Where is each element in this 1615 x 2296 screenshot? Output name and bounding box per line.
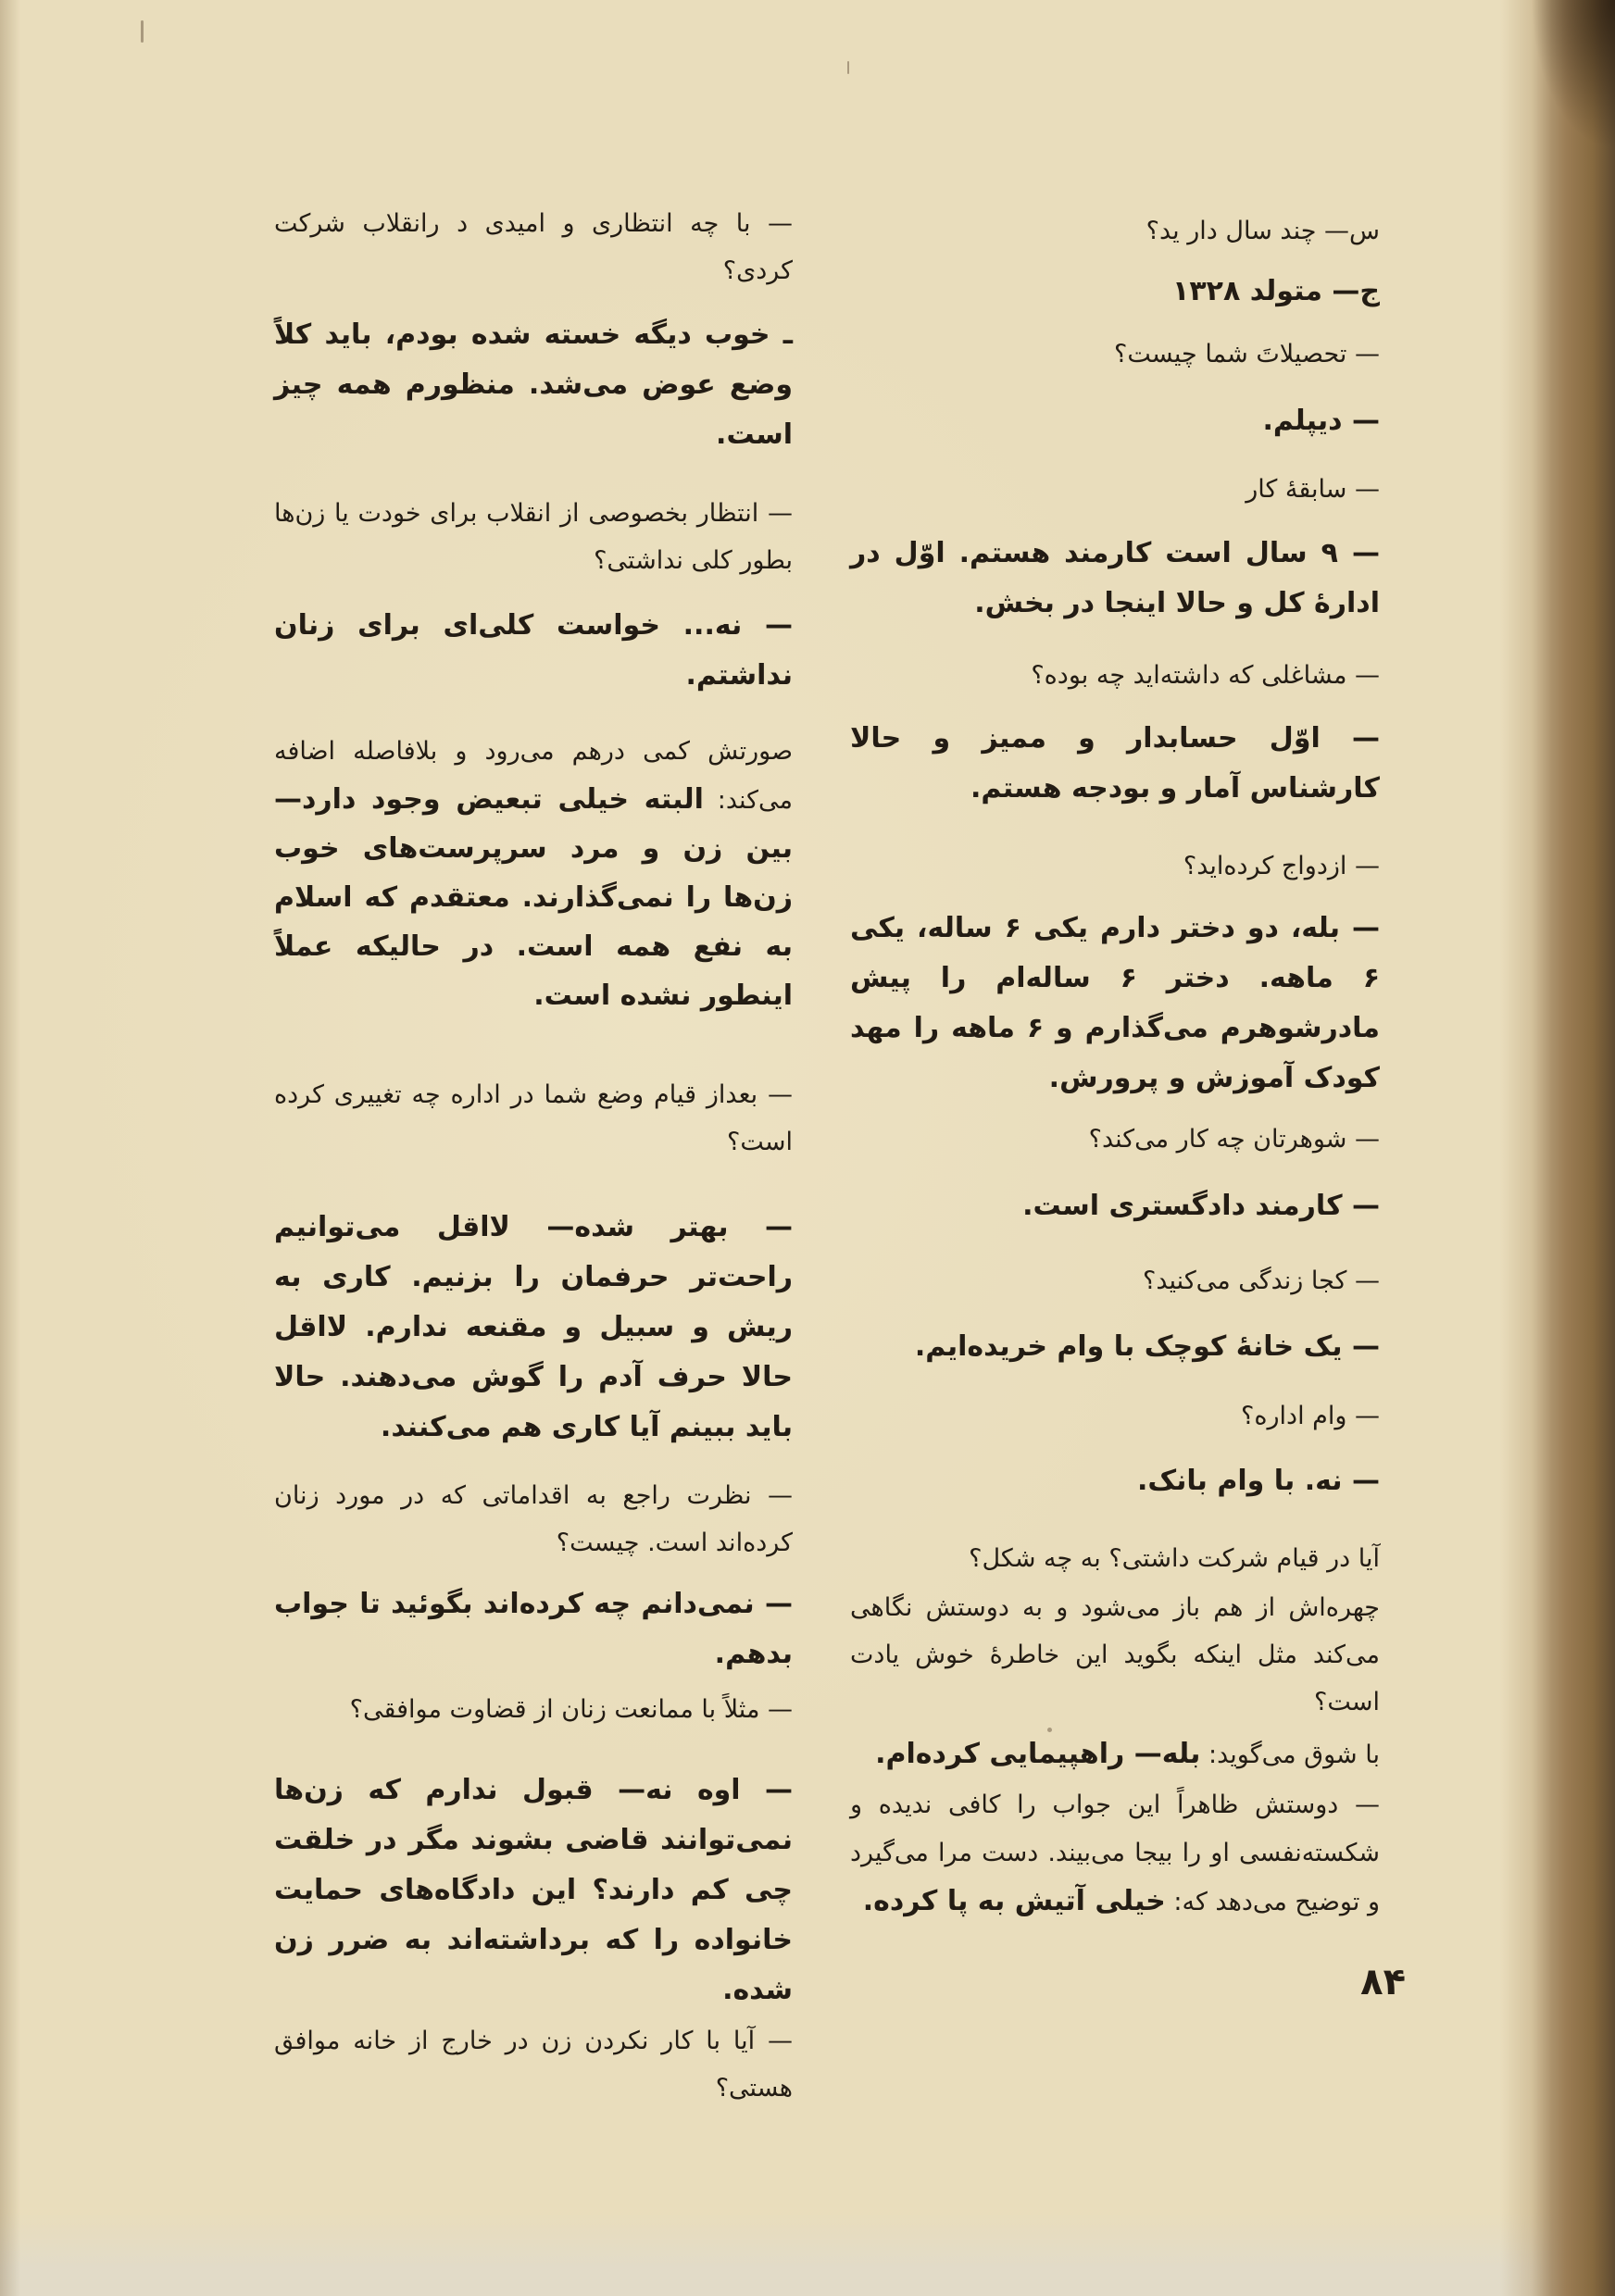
left-column — [274, 200, 793, 2112]
interview-answer: — بهتر شده— لااقل می‌توانیم راحت‌تر حرفمان را بزنیم. کاری به ریش و سبیل و مقنعه ندارم. لااقل حالا حرف آدم را گوش می‌دهند. حالا باید ببینم آیا کاری هم می‌کنند. — [274, 1211, 793, 1443]
interview-answer: — یک خانهٔ کوچک با وام خریده‌ایم. — [914, 1330, 1380, 1363]
interview-question: — مثلاً با ممانعت زنان از قضاوت موافقی؟ — [349, 1695, 793, 1724]
narration-with-answer — [850, 1781, 1380, 1927]
paper-speck — [141, 20, 144, 43]
narration-text: صورتش کمی درهم می‌رود و بلافاصله اضافه می‌کند: — [274, 737, 793, 815]
interview-question: — مشاغلی که داشته‌اید چه بوده؟ — [1031, 661, 1380, 690]
paper-speck — [847, 61, 849, 74]
interview-answer: — نه. با وام بانک. — [1137, 1465, 1380, 1497]
interview-question: — ازدواج کرده‌اید؟ — [1183, 852, 1380, 880]
interview-question: — بعداز قیام وضع شما در اداره چه تغییری کرده است؟ — [274, 1080, 793, 1156]
interview-question: — تحصیلاتَ شما چیست؟ — [1113, 340, 1380, 368]
page-number: ۸۴ — [1360, 1961, 1406, 2003]
interview-question: — با چه انتظاری و امیدی د رانقلاب شرکت کردی؟ — [274, 209, 793, 285]
interview-answer: بله— راهپیمایی کرده‌ام. — [875, 1738, 1201, 1770]
interview-answer: — کارمند دادگستری است. — [1022, 1190, 1380, 1222]
interview-question: س— چند سال دار ید؟ — [1146, 217, 1380, 245]
interview-question: — وام اداره؟ — [1241, 1402, 1380, 1430]
narration-text: — دوستش ظاهراً این جواب را کافی ندیده و شکسته‌نفسی او را بیجا می‌بیند. دست مرا می‌گیرد و توضیح می‌دهد که: — [850, 1791, 1380, 1916]
interview-answer: ج— متولد ۱۳۲۸ — [1172, 275, 1380, 307]
interview-answer: — اوه نه— قبول ندارم که زن‌ها نمی‌توانند قاضی بشوند مگر در خلقت چی کم دارند؟ این دادگاه‌های حمایت خانواده را که برداشته‌اند به ضرر زن شده. — [274, 1774, 793, 2006]
interview-question: — نظرت راجع به اقداماتی که در مورد زنان کرده‌اند است. چیست؟ — [274, 1481, 793, 1557]
interview-question: — انتظار بخصوصی از انقلاب برای خودت یا زن‌ها بطور کلی نداشتی؟ — [274, 499, 793, 575]
interview-question: — سابقهٔ کار — [1246, 475, 1380, 504]
interview-answer: خیلی آتیش به پا کرده. — [862, 1885, 1166, 1917]
interview-answer: — نه... خواست کلی‌ای برای زنان نداشتم. — [274, 609, 793, 692]
interview-answer: البته خیلی تبعیض وجود دارد— بین زن و مرد سرپرست‌های خوب زن‌ها را نمی‌گذارند. معتقدم که اسلام به نفع همه است. در حالیکه عملاً اینطور نشده است. — [274, 783, 793, 1012]
interview-answer: — دیپلم. — [1262, 405, 1380, 437]
interview-answer: — بله، دو دختر دارم یکی ۶ ساله، یکی ۶ ماهه. دختر ۶ ساله‌ام را پیش مادرشوهرم می‌گذارم و ۶ ماهه را مهد کودک آموزش و پرورش. — [850, 912, 1380, 1094]
interview-question: — کجا زندگی می‌کنید؟ — [1143, 1267, 1380, 1295]
interview-question: آیا در قیام شرکت داشتی؟ به چه شکل؟ — [969, 1544, 1380, 1573]
interview-question: — شوهرتان چه کار می‌کند؟ — [1088, 1125, 1380, 1154]
interview-answer: — نمی‌دانم چه کرده‌اند بگوئید تا جواب بدهم. — [274, 1588, 793, 1670]
narration-with-answer — [274, 728, 793, 1021]
narration-text: چهره‌اش از هم باز می‌شود و به دوستش نگاهی می‌کند مثل اینکه بگوید این خاطرهٔ خوش یادت است؟ — [850, 1593, 1380, 1716]
right-column — [850, 207, 1406, 2010]
interview-answer: ـ خوب دیگه خسته شده بودم، باید کلاً وضع عوض می‌شد. منظورم همه چیز است. — [274, 318, 793, 451]
interview-answer: — اوّل حسابدار و ممیز و حالا کارشناس آمار و بودجه هستم. — [850, 722, 1380, 805]
narration-text: با شوق می‌گوید: — [1208, 1741, 1380, 1769]
page-edge-shadow — [1500, 0, 1615, 2296]
interview-answer: — ۹ سال است کارمند هستم. اوّل در ادارهٔ کل و حالا اینجا در بخش. — [850, 537, 1380, 619]
interview-question: — آیا با کار نکردن زن در خارج از خانه موافق هستی؟ — [274, 2027, 793, 2103]
narration-with-answer — [850, 1730, 1380, 1779]
